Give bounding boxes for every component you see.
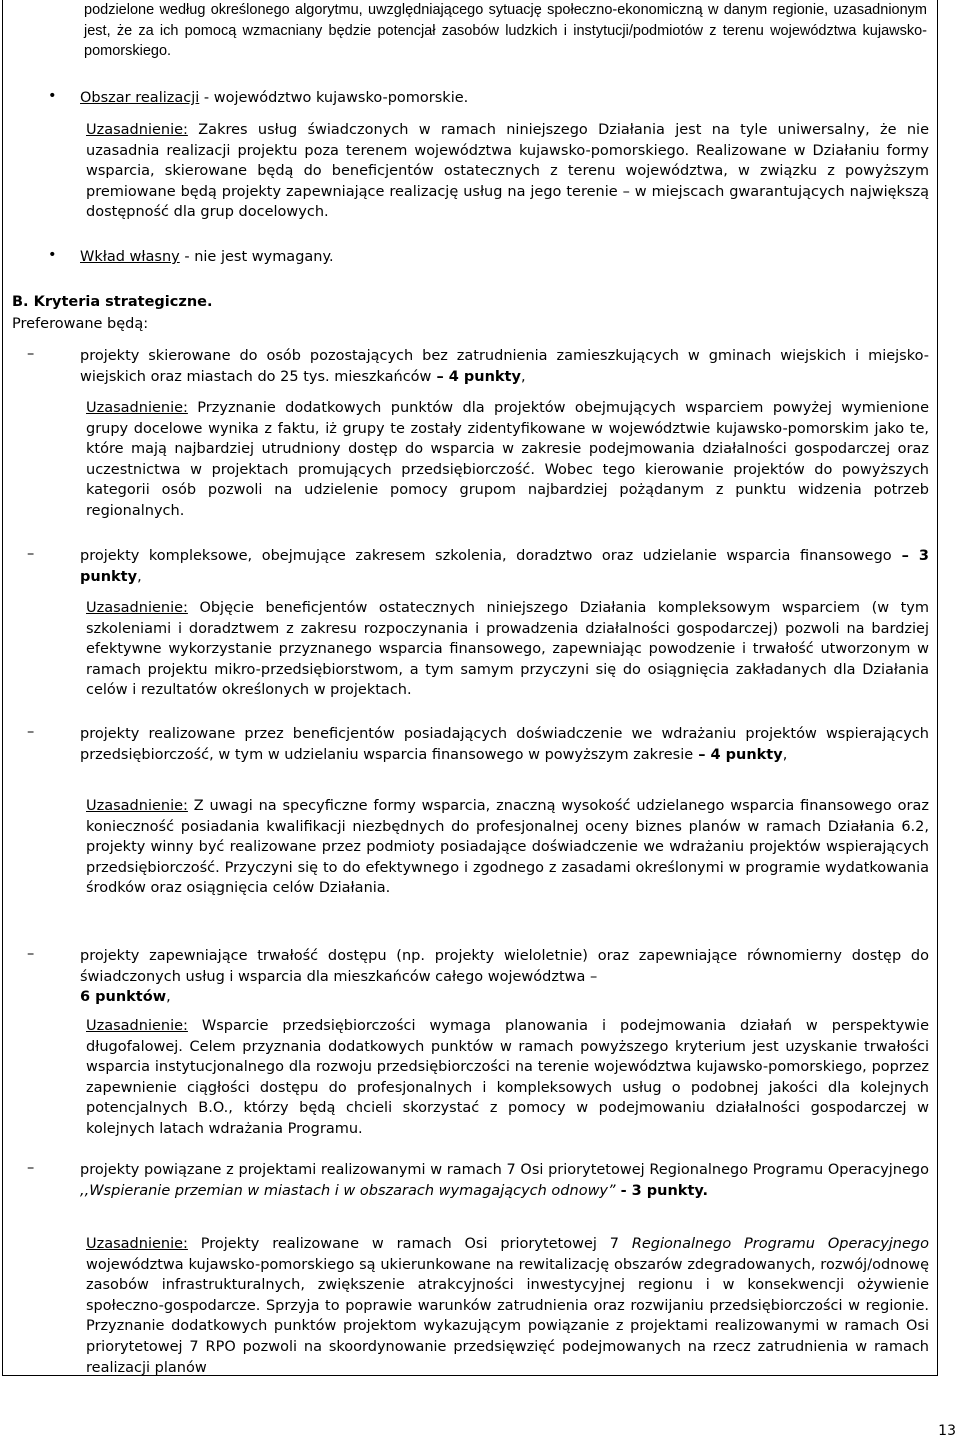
dash-icon: – [27, 1160, 35, 1176]
justification-area: Uzasadnienie: Zakres usług świadczonych w ramach niniejszego Działania jest na tyle uniwersalny, że nie uzasadnia realizacji projektu poza terenem województwa kujawsko-pomorskiego. Realizowane w Działaniu formy wsparcia, skierowane będą do beneficjentów ostatecznych z terenu województwa, w związku z powyższym premiowane będą projekty zapewniające realizację usług na jego terenie – w miejscach gwarantujących największą dostępność dla grup docelowych. [86, 122, 929, 221]
bullet-icon: • [48, 88, 57, 104]
justification-criterion-1: Uzasadnienie: Przyznanie dodatkowych punktów dla projektów obejmujących wsparciem powyżej wymienione grupy docelowe wynika z faktu, iż grupy te zostały zidentyfikowane w województwie kujawsko-pomorskim jako te, które mają najbardziej utrudniony dostęp do wsparcia w zakresie podejmowania działalności gospodarczej oraz uczestnictwa w projektach promujących przedsiębiorczość. Wobec tego kierowanie projektów do powyższych kategorii osób pozwoli na udzielenie pomocy grupom najbardziej pożądanym z punktu widzenia potrzeb regionalnych. [86, 400, 929, 519]
dash-icon: – [27, 946, 35, 962]
intro-paragraph: podzielone według określonego algorytmu, uwzględniającego sytuację społeczno-ekonomiczną w danym regionie, uzasadnionym jest, że za ich pomocą wzmacniany będzie potencjał zasobów ludzkich i instytucji/podmiotów z terenu województwa kujawsko-pomorskiego. [84, 2, 927, 60]
dash-icon: – [27, 546, 35, 562]
criterion-4: projekty zapewniające trwałość dostępu (np. projekty wieloletnie) oraz zapewniające równomierny dostęp do świadczonych usług i wsparcia dla mieszkańców całego województwa – 6 punktów, [80, 948, 929, 1006]
criterion-2: projekty kompleksowe, obejmujące zakresem szkolenia, doradztwo oraz udzielanie wsparcia finansowego – 3 punkty, [80, 548, 930, 585]
section-heading: B. Kryteria strategiczne. [12, 294, 213, 310]
justification-criterion-2: Uzasadnienie: Objęcie beneficjentów ostatecznych niniejszego Działania kompleksowym wsparciem (w tym szkoleniami i doradztwem z zakresu rozpoczynania i prowadzenia działalności gospodarczej) pozwoli na bardziej efektywne wykorzystanie przyznanego wsparcia finansowego, zapewniając powodzenie i trwałość utworzonym w ramach projektu mikro-przedsiębiorstwom, a tym samym przyczyni się do osiągnięcia zakładanych dla Działania celów i rezultatów określonych w projektach. [86, 600, 929, 699]
criterion-1: projekty skierowane do osób pozostających bez zatrudnienia zamieszkujących w gminach wiejskich i miejsko-wiejskich oraz miastach do 25 tys. mieszkańców – 4 punkty, [80, 348, 929, 385]
dash-icon: – [27, 346, 35, 362]
justification-criterion-4: Uzasadnienie: Wsparcie przedsiębiorczości wymaga planowania i podejmowania działań w perspektywie długofalowej. Celem przyznania dodatkowych punktów w ramach powyższego kryterium jest uzyskanie trwałości wsparcia instytucjonalnego dla rozwoju przedsiębiorczości na terenie województwa kujawsko-pomorskiego, poprzez zapewnienie ciągłości dostępu do profesjonalnych i kompleksowych usług o podobnej jakości dla kolejnych potencjalnych B.O., którzy będą chcieli skorzystać z pomocy w podejmowaniu działalności gospodarczej w kolejnych latach wdrażania Programu. [86, 1018, 929, 1137]
criterion-3: projekty realizowane przez beneficjentów posiadających doświadczenie we wdrażaniu projektów wspierających przedsiębiorczość, w tym w udzielaniu wsparcia finansowego w powyższym zakresie – 4 punkty, [80, 726, 929, 763]
page-number: 13 [938, 1423, 956, 1439]
preferred-label: Preferowane będą: [12, 316, 149, 332]
justification-criterion-3: Uzasadnienie: Z uwagi na specyficzne formy wsparcia, znaczną wysokość udzielanego wsparcia finansowego oraz konieczność posiadania kwalifikacji niezbędnych do profesjonalnej oceny biznes planów w ramach Działania 6.2, projekty winny być realizowane przez podmioty posiadające doświadczenie we wdrażaniu projektów wspierających przedsiębiorczość. Przyczyni się to do efektywnego i zgodnego z zasadami określonymi w programie wydatkowania środków oraz osiągnięcia celów Działania. [86, 798, 929, 897]
bullet-area: Obszar realizacji - województwo kujawsko-pomorskie. [80, 90, 469, 106]
bullet-own-contribution: Wkład własny - nie jest wymagany. [80, 249, 334, 265]
dash-icon: – [27, 724, 35, 740]
bullet-icon: • [48, 247, 57, 263]
criterion-5: projekty powiązane z projektami realizowanymi w ramach 7 Osi priorytetowej Regionalnego Programu Operacyjnego ,,Wspieranie przemian w miastach i w obszarach wymagających odnowy” - 3 punkty. [80, 1162, 929, 1199]
justification-criterion-5: Uzasadnienie: Projekty realizowane w ramach Osi priorytetowej 7 Regionalnego Programu Operacyjnego województwa kujawsko-pomorskiego są ukierunkowane na rewitalizację obszarów zdegradowanych, rozwój/odnowę zasobów infrastrukturalnych, zwiększenie atrakcyjności inwestycyjnej regionu i w konsekwencji ożywienie społeczno-gospodarcze. Sprzyja to poprawie warunków zatrudnienia oraz rozwijaniu przedsiębiorczości w regionie. Przyznanie dodatkowych punktów projektom wykazującym powiązanie z projektami realizowanymi w ramach Osi priorytetowej 7 RPO pozwoli na skoordynowanie przedsięwzięć podejmowanych na rzecz zatrudnienia w ramach realizacji planów [86, 1236, 929, 1376]
